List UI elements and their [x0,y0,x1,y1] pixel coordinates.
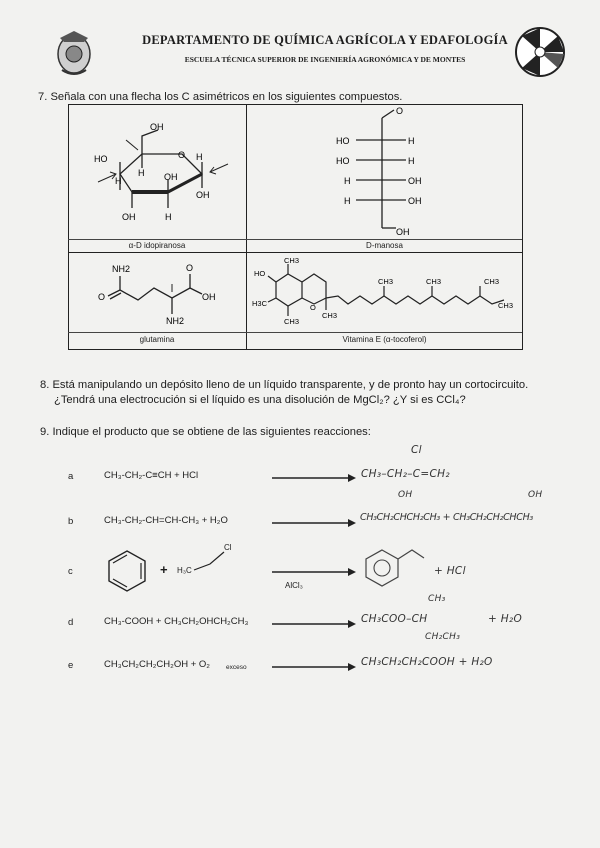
atom-o: O [98,292,106,302]
atom-ch3: CH3 [498,301,514,310]
caption-divider-top [68,239,522,240]
reaction-c-catalyst: AlCl₃ [285,581,303,590]
question-7: 7. Señala con una flecha los C asimétricos en los siguientes compuestos. [38,91,403,103]
reaction-a-answer-top: Cl [411,444,422,456]
reaction-c-plus: + [160,562,168,577]
reaction-d-answer: CH₃COO–CH [361,613,428,625]
atom-ho: HO [254,269,266,278]
question-9: 9. Indique el producto que se obtiene de las siguientes reacciones: [40,426,371,438]
reaction-e-label: e [68,660,74,671]
benzene-icon [104,548,150,594]
table-divider-horizontal [68,252,522,253]
atom-ch3: CH3 [284,256,300,265]
atom-h3c: H3C [252,299,268,308]
reaction-a-label: a [68,471,74,482]
atom-oh-top: OH [150,122,164,132]
atom-o: O [396,106,404,116]
reaction-d-arrow [272,619,356,629]
caption-glutamina: glutamina [139,335,175,344]
atom-oh: OH [396,227,410,237]
atom-ho: HO [336,136,350,146]
atom-ho: HO [94,154,108,164]
atom-h: H [138,168,145,178]
reaction-b-answer-top2: OH [528,490,543,500]
reaction-c-reagent-cl: Cl [224,543,232,552]
reaction-c-reagent: H₃C [177,566,192,575]
ethylbenzene-sketch [360,546,440,588]
reaction-d-label: d [68,617,74,628]
caption-tocoferol: Vitamina E (α-tocoferol) [342,335,427,344]
reaction-e-answer: CH₃CH₂CH₂COOH + H₂O [361,656,493,668]
reaction-a-arrow [272,473,356,483]
atom-ch3: CH3 [322,311,338,320]
glutamina-structure [90,256,230,332]
reaction-a-reactants: CH₃-CH₂-C≡CH + HCl [104,470,199,481]
reaction-e-subscript: exceso [226,664,247,671]
atom-h: H [115,176,122,186]
atom-ch3: CH3 [484,277,500,286]
reaction-e-arrow [272,662,356,672]
idopiranosa-structure [80,112,240,238]
atom-oh: OH [122,212,136,222]
table-divider-vertical [246,104,247,349]
atom-h: H [196,152,203,162]
atom-h: H [344,176,351,186]
reaction-d-answer-bottom: CH₂CH₃ [425,632,461,642]
atom-h: H [408,136,415,146]
reaction-b-answer: CH₃CH₂CHCH₂CH₃ + CH₃CH₂CH₂CHCH₃ [360,512,533,523]
reaction-c-arrow [272,567,356,577]
atom-oh: OH [408,176,422,186]
caption-manosa: D-manosa [366,241,403,250]
atom-oh: OH [202,292,216,302]
atom-oh: OH [164,172,178,182]
atom-o: O [186,263,194,273]
caption-idopiranosa: α-D idopiranosa [128,241,186,250]
atom-h: H [344,196,351,206]
university-seal-logo [512,24,568,80]
reaction-b-reactants: CH₃-CH₂-CH=CH-CH₃ + H₂O [104,515,228,526]
chloroethane-bonds [192,544,242,574]
atom-h: H [408,156,415,166]
tocoferol-structure [252,256,520,332]
atom-ring-o: O [178,150,186,160]
atom-h: H [165,212,172,222]
atom-ch3: CH3 [426,277,442,286]
reaction-e-reactants: CH₃CH₂CH₂CH₂OH + O₂ [104,659,210,670]
university-crest-logo [50,28,98,76]
atom-nh2: NH2 [112,264,131,274]
atom-ho: HO [336,156,350,166]
reaction-b-label: b [68,516,74,527]
reaction-d-reactants: CH₃-COOH + CH₃CH₂OHCH₂CH₃ [104,616,249,627]
atom-o: O [310,303,316,312]
atom-oh: OH [196,190,210,200]
department-title: DEPARTAMENTO DE QUÍMICA AGRÍCOLA Y EDAFOLOGÍA [142,33,508,47]
reaction-b-arrow [272,518,356,528]
atom-nh2: NH2 [166,316,185,326]
atom-ch3: CH3 [378,277,394,286]
reaction-d-answer-tail: + H₂O [488,613,523,625]
atom-oh: OH [408,196,422,206]
reaction-b-answer-top: OH [398,490,413,500]
atom-ch3: CH3 [284,317,300,326]
reaction-d-answer-top: CH₃ [428,594,446,604]
reaction-c-answer: + HCl [434,565,466,577]
caption-divider-bottom [68,332,522,333]
reaction-c-label: c [68,566,73,577]
reaction-a-answer: CH₃–CH₂–C=CH₂ [361,468,450,480]
question-8-line2: ¿Tendrá una electrocución si el líquido es una disolución de MgCl₂? ¿Y si es CCl₄? [54,394,466,406]
school-subtitle: ESCUELA TÉCNICA SUPERIOR DE INGENIERÍA AGRONÓMICA Y DE MONTES [184,55,466,64]
manosa-structure [330,104,440,238]
question-8-line1: 8. Está manipulando un depósito lleno de un líquido transparente, y de pronto hay un cortocircuito. [40,379,529,391]
